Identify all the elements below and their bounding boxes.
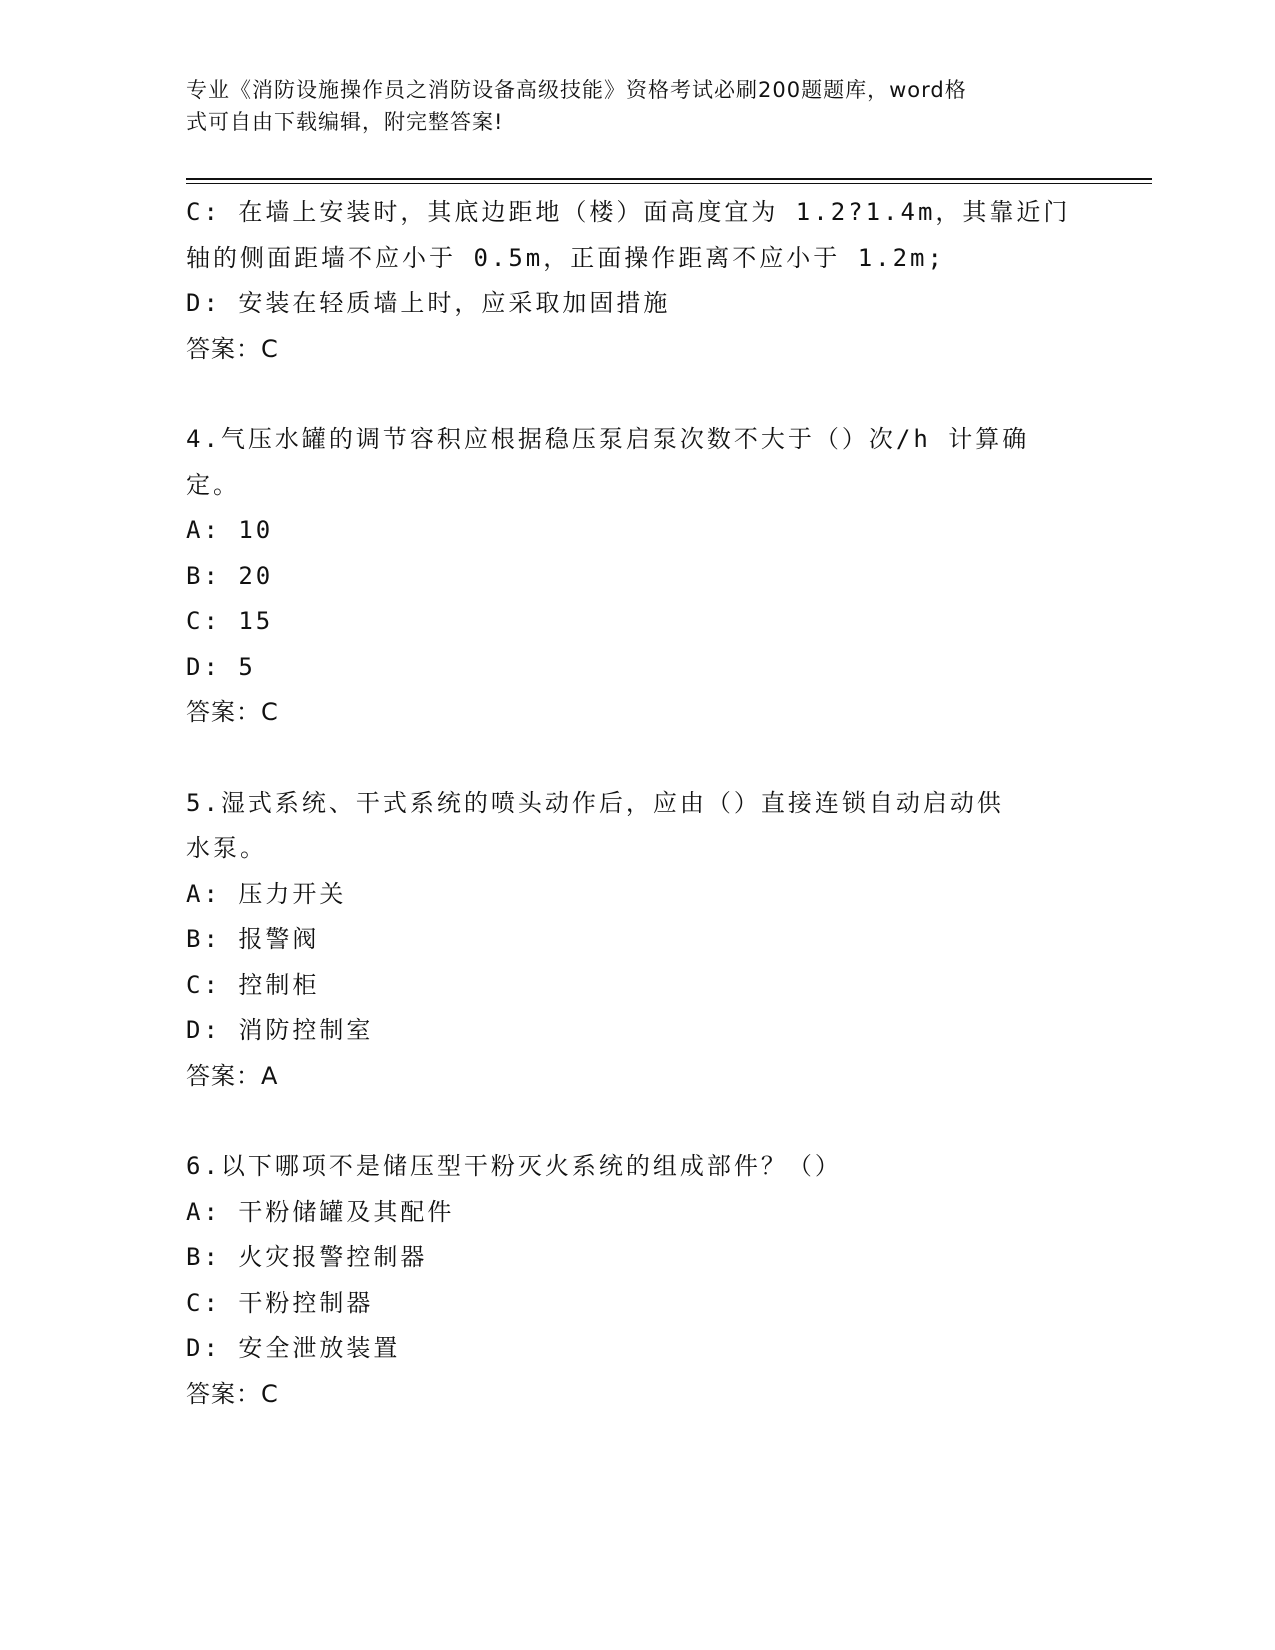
q4-option-b: B: 20: [186, 561, 274, 590]
q6-option-a: A: 干粉储罐及其配件: [186, 1197, 455, 1226]
page-header: [186, 74, 1066, 138]
question-3: [186, 190, 1086, 372]
spacer: [186, 1099, 1086, 1144]
q4-option-c: C: 15: [186, 607, 274, 635]
spacer: [186, 736, 1086, 781]
q3-answer: 答案：C: [186, 334, 279, 363]
q4-answer: 答案：C: [186, 698, 279, 726]
header-line-2: 式可自由下载编辑，附完整答案!: [186, 110, 504, 134]
q6-answer: 答案：C: [186, 1379, 279, 1408]
header-rule-thin: [186, 183, 1152, 184]
q5-question-line-2: 水泵。: [186, 834, 267, 862]
q6-option-d: D: 安全泄放装置: [186, 1334, 401, 1362]
q5-question-line-1: 5.湿式系统、干式系统的喷头动作后，应由（）直接连锁自动启动供: [186, 788, 1004, 817]
q6-question-line-1: 6.以下哪项不是储压型干粉灭火系统的组成部件？（）: [186, 1152, 842, 1180]
q3-option-c-line-2: 轴的侧面距墙不应小于 0.5m，正面操作距离不应小于 1.2m;: [186, 243, 945, 272]
q3-option-d: D: 安装在轻质墙上时，应采取加固措施: [186, 289, 671, 317]
question-6: [186, 1144, 1086, 1417]
q5-option-b: B: 报警阀: [186, 925, 320, 953]
q4-question-line-1: 4.气压水罐的调节容积应根据稳压泵启泵次数不大于（）次/h 计算确: [186, 425, 1030, 453]
q4-option-d: D: 5: [186, 652, 256, 681]
q6-option-c: C: 干粉控制器: [186, 1288, 374, 1317]
header-line-1: 专业《消防设施操作员之消防设备高级技能》资格考试必刷200题题库，word格: [186, 78, 967, 102]
q5-option-c: C: 控制柜: [186, 970, 320, 999]
spacer: [186, 372, 1086, 417]
question-list: [186, 190, 1086, 1417]
q6-option-b: B: 火灾报警控制器: [186, 1243, 428, 1271]
question-5: [186, 781, 1086, 1100]
q4-option-a: A: 10: [186, 516, 274, 544]
q4-question-line-2: 定。: [186, 470, 240, 499]
q5-answer: 答案：A: [186, 1061, 279, 1090]
q3-option-c-line-1: C: 在墙上安装时，其底边距地（楼）面高度宜为 1.2?1.4m，其靠近门: [186, 198, 1071, 226]
question-4: [186, 417, 1086, 736]
q5-option-d: D: 消防控制室: [186, 1016, 374, 1044]
header-rule-thick: [186, 178, 1152, 180]
q5-option-a: A: 压力开关: [186, 879, 347, 908]
